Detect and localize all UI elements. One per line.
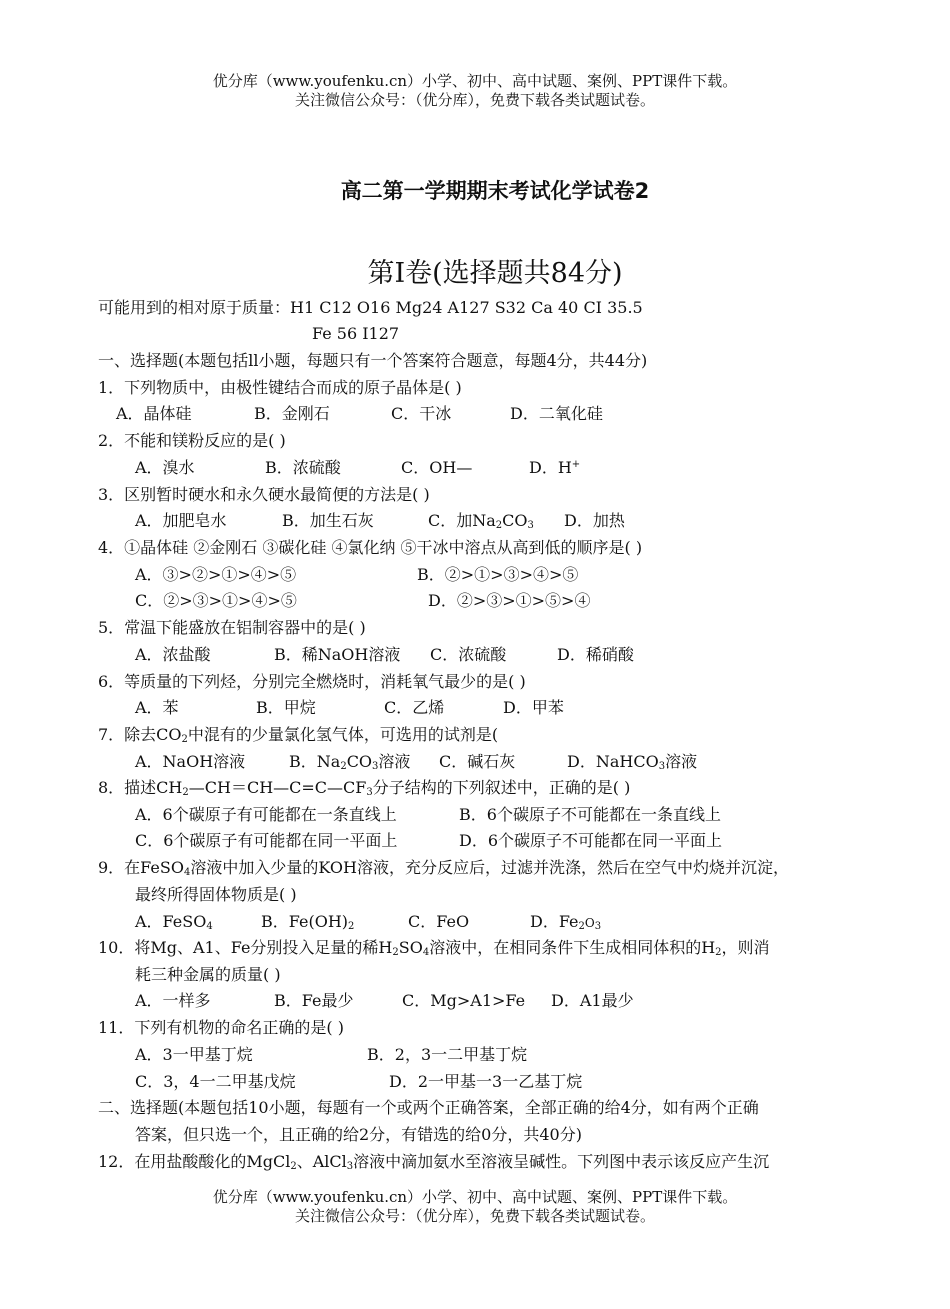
q10-option-c: C．Mg>A1>Fe — [402, 991, 526, 1010]
atomic-masses-line-2: Fe 56 I127 — [312, 324, 400, 343]
question-12-stem: 12．在用盐酸酸化的MgCl$_2$、AlCl$_3$溶液中滴加氨水至溶液呈碱性。下列图中表示该反应产生沉 — [98, 1152, 770, 1172]
question-9-stem: 9．在FeSO$_4$溶液中加入少量的KOH溶液，充分反应后，过滤并洗涤，然后在空气中灼烧并沉淀， — [98, 858, 789, 878]
question-1-stem: 1．下列物质中，由极性键结合而成的原子晶体是( ) — [98, 378, 462, 397]
q7-option-c: C．碱石灰 — [439, 752, 516, 771]
question-2-stem: 2．不能和镁粉反应的是( ) — [98, 431, 286, 450]
q11-option-c: C．3，4一二甲基戊烷 — [135, 1072, 296, 1091]
q4-option-d: D．②>③>①>⑤>④ — [428, 591, 591, 610]
question-10-stem-line-2: 耗三种金属的质量( ) — [135, 965, 281, 984]
question-7-stem: 7．除去$CO_2$中混有的少量氯化氢气体，可选用的试剂是( — [98, 725, 499, 745]
header-line-2: 关注微信公众号：（优分库），免费下载各类试题试卷。 — [294, 91, 655, 109]
question-10-stem: 10．将Mg、A1、Fe分别投入足量的稀$H_2SO_4$溶液中，在相同条件下生成相同体积的$H_2$，则消 — [98, 938, 770, 958]
q8-option-c: C．6个碳原子有可能都在同一平面上 — [135, 831, 398, 850]
part2-heading-line-2: 答案，但只选一个，且正确的给2分，有错选的给0分，共40分) — [135, 1125, 582, 1144]
q5-option-a: A．浓盐酸 — [135, 645, 211, 664]
q1-option-b: B．金刚石 — [254, 404, 330, 423]
q7-option-a: A．NaOH溶液 — [135, 752, 246, 771]
q4-option-b: B．②>①>③>④>⑤ — [417, 565, 579, 584]
q9-option-b: B．$Fe(OH)_2$ — [261, 912, 355, 932]
atomic-masses-line-1: 可能用到的相对原于质量：H1 C12 O16 Mg24 A127 S32 Ca 40 CI 35.5 — [98, 298, 643, 317]
q10-option-d: D．A1最少 — [551, 991, 634, 1010]
q6-option-b: B．甲烷 — [256, 698, 316, 717]
q9-option-d: D．$Fe_2O_3$ — [530, 912, 602, 932]
q10-option-b: B．Fe最少 — [274, 991, 354, 1010]
q2-option-b: B．浓硫酸 — [265, 458, 341, 477]
q5-option-b: B．稀NaOH溶液 — [274, 645, 401, 664]
exam-title: 高二第一学期期末考试化学试卷2 — [340, 179, 650, 203]
q4-option-a: A．③>②>①>④>⑤ — [135, 565, 297, 584]
question-9-stem-line-2: 最终所得固体物质是( ) — [135, 885, 297, 904]
q7-option-b: B．$Na_2CO_3$溶液 — [289, 752, 411, 772]
q6-option-d: D．甲苯 — [503, 698, 564, 717]
q11-option-a: A．3一甲基丁烷 — [135, 1045, 253, 1064]
q11-option-b: B．2，3一二甲基丁烷 — [367, 1045, 528, 1064]
q6-option-c: C．乙烯 — [384, 698, 445, 717]
q2-option-a: A．溴水 — [135, 458, 195, 477]
q3-option-c: C．加$Na_2CO_3$ — [428, 511, 534, 531]
q2-option-c: C．OH— — [401, 458, 473, 477]
q3-option-d: D．加热 — [564, 511, 625, 530]
q10-option-a: A．一样多 — [135, 991, 211, 1010]
q2-option-d: D．H+ — [529, 458, 581, 477]
q5-option-d: D．稀硝酸 — [557, 645, 634, 664]
part2-heading-line-1: 二、选择题(本题包括10小题，每题有一个或两个正确答案，全部正确的给4分，如有两个正确 — [98, 1098, 759, 1117]
q11-option-d: D．2一甲基一3一乙基丁烷 — [389, 1072, 583, 1091]
q7-option-d: D．NaHCO$_3$溶液 — [567, 752, 698, 772]
q1-option-c: C．干冰 — [391, 404, 452, 423]
q8-option-d: D．6个碳原子不可能都在同一平面上 — [459, 831, 723, 850]
q1-option-a: A．晶体硅 — [116, 404, 192, 423]
q1-option-d: D．二氧化硅 — [510, 404, 603, 423]
header-line-1: 优分库（www.youfenku.cn）小学、初中、高中试题、案例、PPT课件下载。 — [212, 72, 738, 90]
q8-option-b: B．6个碳原子不可能都在一条直线上 — [459, 805, 721, 824]
q3-option-a: A．加肥皂水 — [135, 511, 227, 530]
footer-line-1: 优分库（www.youfenku.cn）小学、初中、高中试题、案例、PPT课件下载。 — [212, 1188, 738, 1206]
question-5-stem: 5．常温下能盛放在铝制容器中的是( ) — [98, 618, 366, 637]
question-3-stem: 3．区别暂时硬水和永久硬水最简便的方法是( ) — [98, 485, 430, 504]
footer-line-2: 关注微信公众号：（优分库），免费下载各类试题试卷。 — [294, 1207, 655, 1225]
q9-option-c: C．FeO — [408, 912, 470, 931]
question-6-stem: 6．等质量的下列烃，分别完全燃烧时，消耗氧气最少的是( ) — [98, 672, 526, 691]
q4-option-c: C．②>③>①>④>⑤ — [135, 591, 297, 610]
question-8-stem: 8．描述$CH_2—CH=CH—C=C—CF_3$分子结构的下列叙述中，正确的是( ) — [98, 778, 631, 798]
question-4-stem: 4．①晶体硅 ②金刚石 ③碳化硅 ④氯化纳 ⑤干冰中溶点从高到低的顺序是( ) — [98, 538, 643, 557]
q8-option-a: A．6个碳原子有可能都在一条直线上 — [135, 805, 397, 824]
section-title: 第Ⅰ卷(选择题共84分) — [367, 258, 623, 289]
part1-heading: 一、选择题(本题包括ll小题，每题只有一个答案符合题意，每题4分，共44分) — [98, 351, 648, 370]
q3-option-b: B．加生石灰 — [282, 511, 374, 530]
q9-option-a: A．FeSO$_4$ — [135, 912, 213, 932]
q5-option-c: C．浓硫酸 — [430, 645, 507, 664]
question-11-stem: 11．下列有机物的命名正确的是( ) — [98, 1018, 344, 1037]
q6-option-a: A．苯 — [135, 698, 179, 717]
